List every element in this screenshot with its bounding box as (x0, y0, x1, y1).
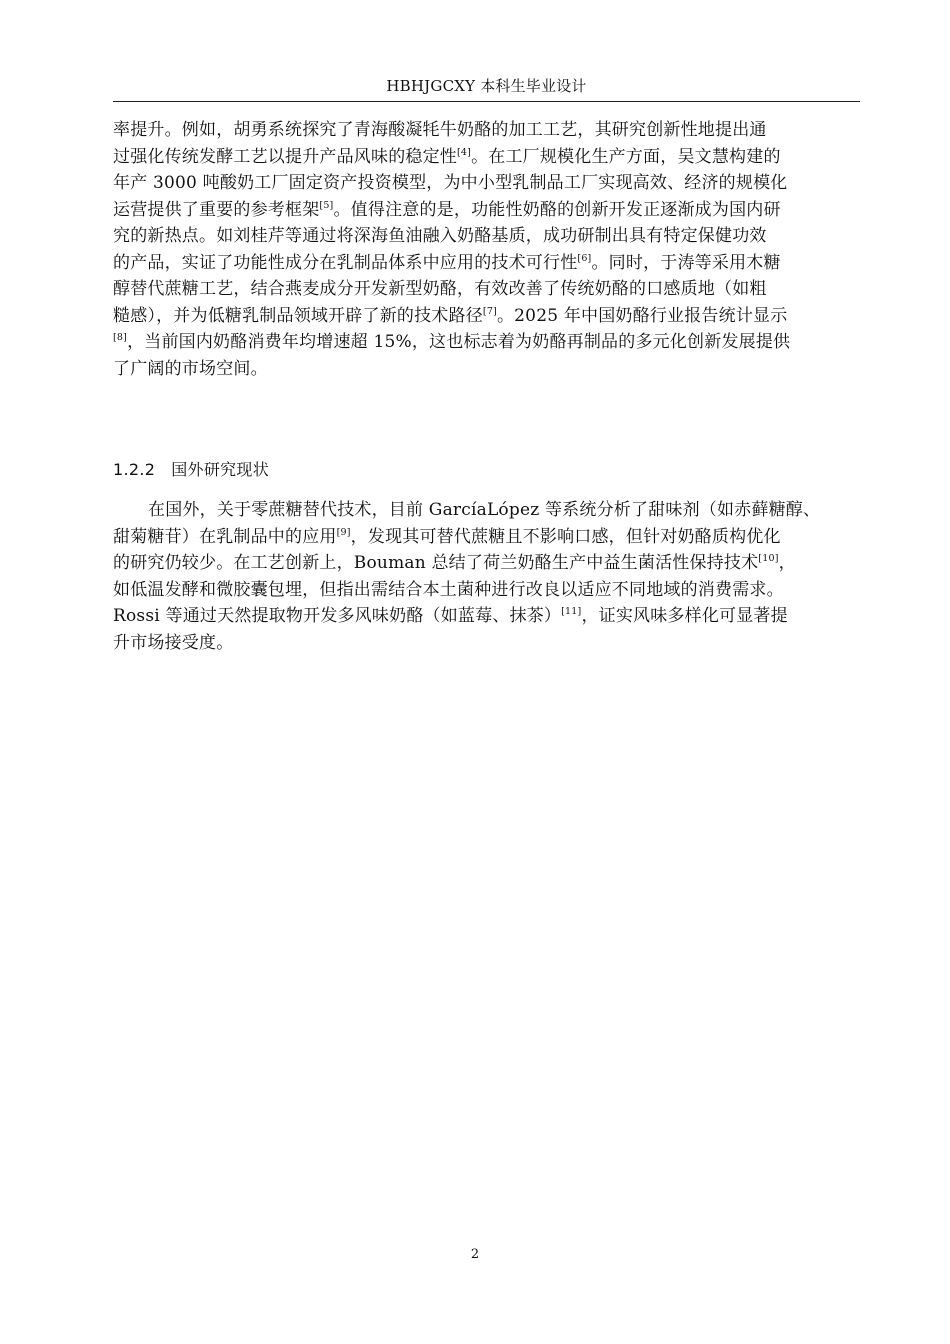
section-title: 国外研究现状 (171, 460, 270, 479)
text-line: Rossi 等通过天然提取物开发多风味奶酪（如蓝莓、抹茶）[11]，证实风味多样化可显著提 (113, 606, 788, 626)
citation-4: [4] (457, 146, 472, 158)
citation-11: [11] (561, 606, 582, 617)
text-line: 糙感），并为低糖乳制品领域开辟了新的技术路径[7]。2025 年中国奶酪行业报告统计显示 (113, 305, 788, 326)
text-line: 醇替代蔗糖工艺，结合燕麦成分开发新型奶酪，有效改善了传统奶酪的口感质地（如粗 (113, 279, 767, 299)
text-line: 过强化传统发酵工艺以提升产品风味的稳定性[4]。在工厂规模化生产方面，吴文慧构建的 (113, 146, 781, 167)
citation-5: [5] (319, 199, 334, 211)
text-line: 了广阔的市场空间。 (113, 358, 268, 379)
citation-8: [8] (113, 332, 128, 343)
paragraph-domestic-research-continued (113, 117, 860, 382)
citation-6: [6] (577, 252, 592, 264)
section-heading (113, 459, 269, 481)
text-line: 率提升。例如，胡勇系统探究了青海酸凝牦牛奶酪的加工工艺，其研究创新性地提出通 (113, 120, 767, 140)
citation-9: [9] (336, 526, 351, 538)
citation-7: [7] (482, 305, 497, 317)
text-line: 如低温发酵和微胶囊包埋，但指出需结合本土菌种进行改良以适应不同地域的消费需求。 (113, 579, 784, 600)
text-line: 究的新热点。如刘桂芹等通过将深海鱼油融入奶酪基质，成功研制出具有特定保健功效 (113, 226, 767, 246)
running-header (113, 76, 860, 102)
text-line: 在国外，关于零蔗糖替代技术，目前 GarcíaLópez 等系统分析了甜味剂（如赤藓糖醇、 (148, 500, 821, 520)
text-line: 甜菊糖苷）在乳制品中的应用[9]，发现其可替代蔗糖且不影响口感，但针对奶酪质构优化 (113, 526, 781, 547)
citation-10: [10] (758, 553, 779, 564)
text-line: 的产品，实证了功能性成分在乳制品体系中应用的技术可行性[6]。同时，于涛等采用木糖 (113, 252, 781, 273)
text-line: 运营提供了重要的参考框架[5]。值得注意的是，功能性奶酪的创新开发正逐渐成为国内研 (113, 199, 781, 220)
paragraph-foreign-research (113, 497, 860, 656)
text-line: [8]，当前国内奶酪消费年均增速超 15%，这也标志着为奶酪再制品的多元化创新发展提供 (113, 332, 791, 352)
text-line: 升市场接受度。 (113, 632, 234, 653)
text-line: 的研究仍较少。在工艺创新上，Bouman 总结了荷兰奶酪生产中益生菌活性保持技术[10]， (113, 553, 796, 573)
section-number: 1.2.2 (113, 460, 156, 479)
header-title: HBHJGCXY 本科生毕业设计 (386, 77, 587, 95)
text-line: 年产 3000 吨酸奶工厂固定资产投资模型，为中小型乳制品工厂实现高效、经济的规模化 (113, 173, 788, 193)
page-number: 2 (470, 1247, 480, 1262)
